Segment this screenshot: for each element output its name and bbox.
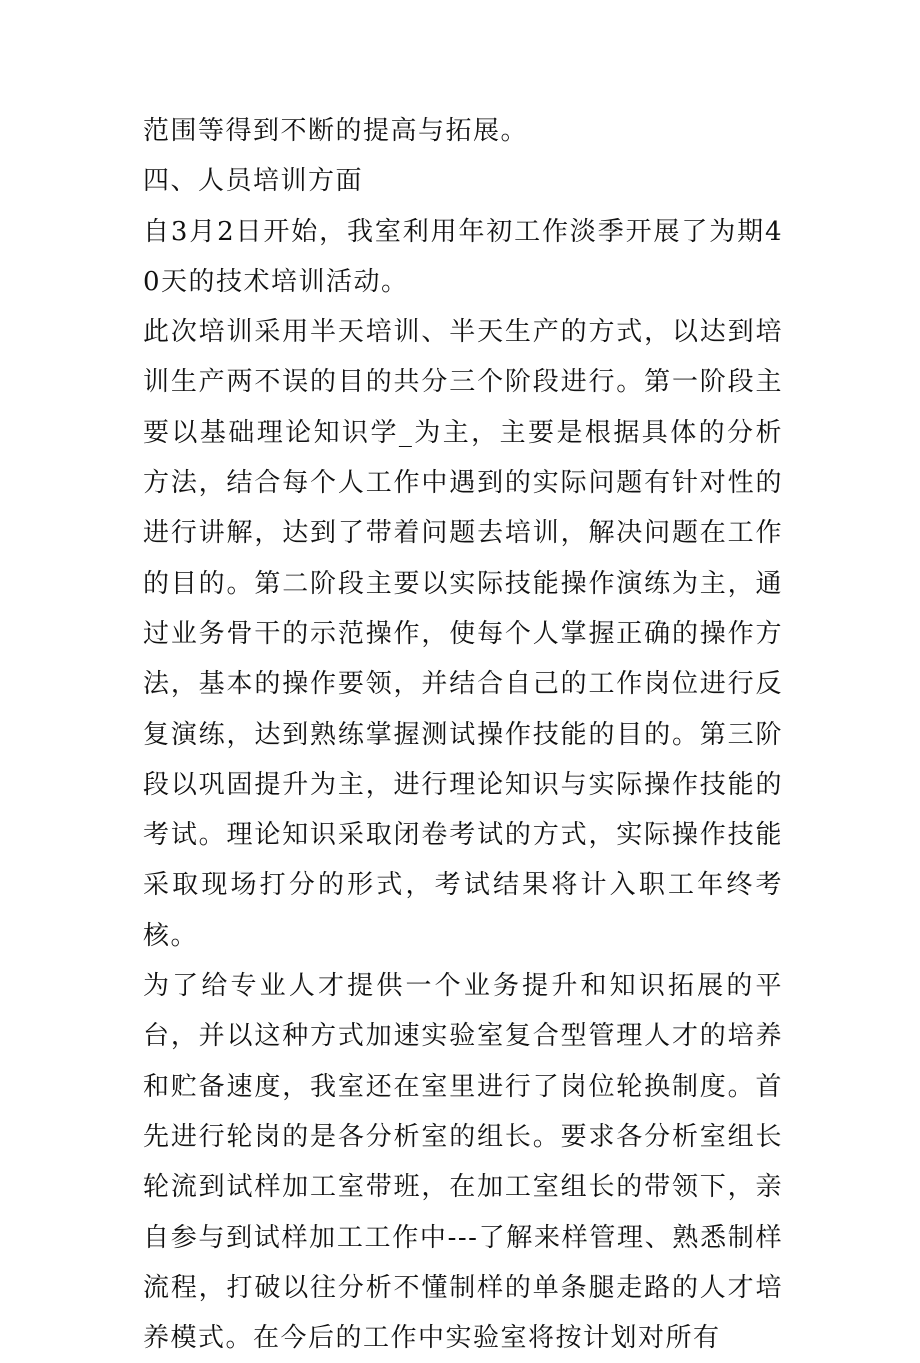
section-heading-staff-training: 四、人员培训方面 [143,166,364,197]
document-body [143,106,783,1363]
paragraph-training-start: 自3月2日开始，我室利用年初工作淡季开展了为期40天的技术培训活动。 [143,216,783,297]
paragraph-training-stages: 此次培训采用半天培训、半天生产的方式，以达到培训生产两不误的目的共分三个阶段进行。第一阶段主要以基础理论知识学_为主，主要是根据具体的分析方法，结合每个人工作中遇到的实际问题有针对性的进行讲解，达到了带着问题去培训，解决问题在工作的目的。第二阶段主要以实际技能操作演练为主，通过业务骨干的示范操作，使每个人掌握正确的操作方法，基本的操作要领，并结合自己的工作岗位进行反复演练，达到熟练掌握测试操作技能的目的。第三阶段以巩固提升为主，进行理论知识与实际操作技能的考试。理论知识采取闭卷考试的方式，实际操作技能采取现场打分的形式，考试结果将计入职工年终考核。 [143,317,783,951]
paragraph-job-rotation: 为了给专业人才提供一个业务提升和知识拓展的平台，并以这种方式加速实验室复合型管理人才的培养和贮备速度，我室还在室里进行了岗位轮换制度。首先进行轮岗的是各分析室的组长。要求各分析室组长轮流到试样加工室带班，在加工室组长的带领下，亲自参与到试样加工工作中---了解来样管理、熟悉制样流程，打破以往分析不懂制样的单条腿走路的人才培养模式。在今后的工作中实验室将按计划对所有 [143,971,783,1354]
paragraph-continuation: 范围等得到不断的提高与拓展。 [143,116,529,146]
